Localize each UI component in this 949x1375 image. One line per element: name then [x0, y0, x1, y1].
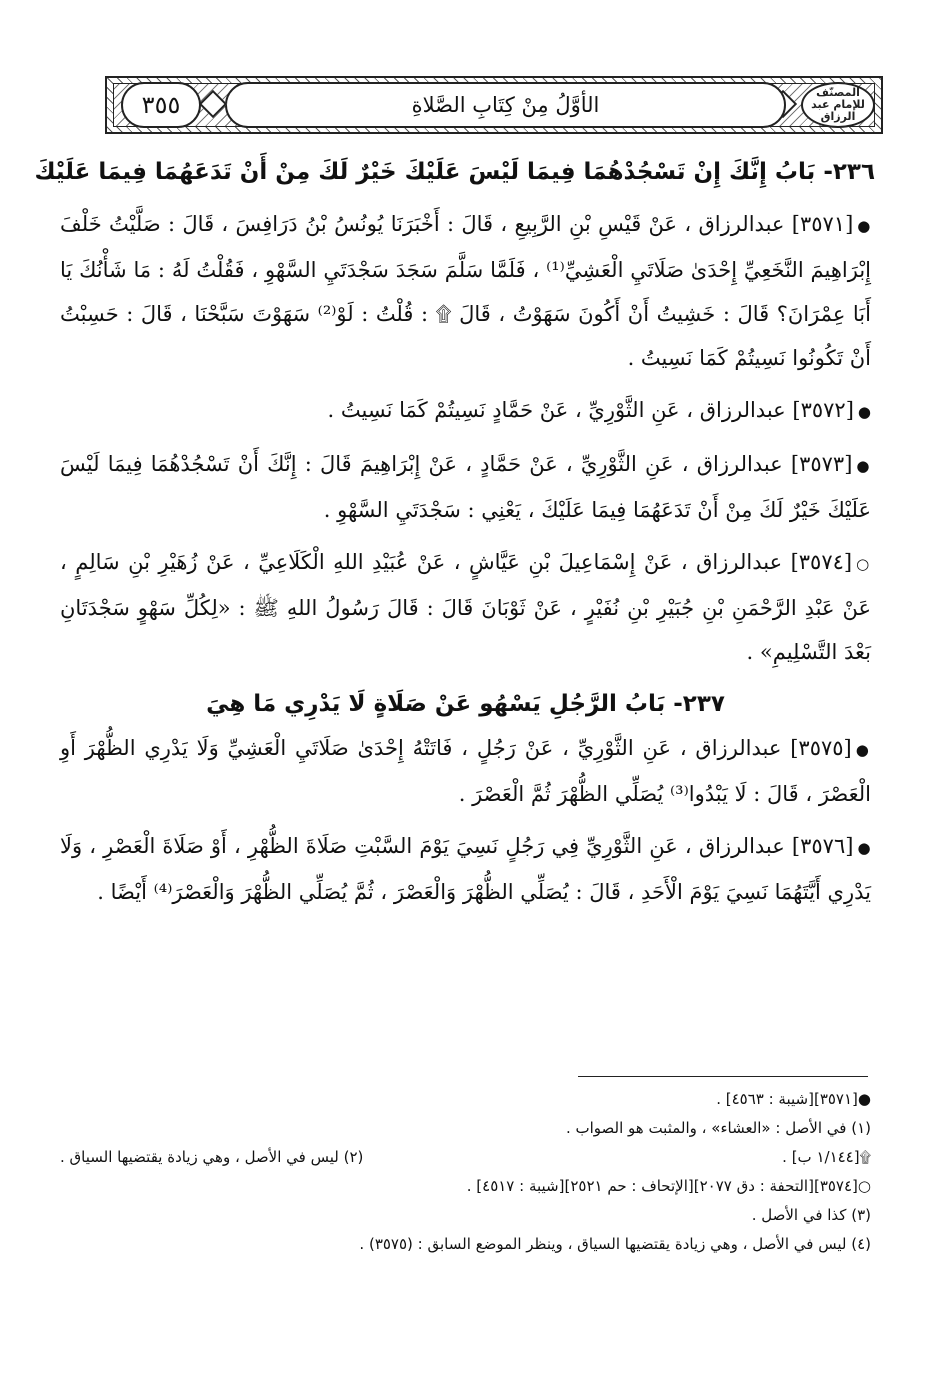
hadith-entry — [60, 202, 871, 380]
footnote-line: (٣) كذا في الأصل . — [751, 1206, 871, 1224]
footnote-line: ●[٣٥٧١][شيبة : ٤٥٦٣] . — [716, 1090, 871, 1108]
main-text — [34, 150, 875, 922]
running-title: الأوَّلُ مِنْ كِتَابِ الصَّلاةِ — [411, 93, 600, 117]
chapter-heading: ٢٣٧- بَابُ الرَّجُلِ يَسْهُو عَنْ صَلَاةٍ لَا يَدْرِي مَا هِيَ — [206, 691, 725, 717]
running-title-cartouche — [225, 82, 786, 128]
footnote-separator — [578, 1076, 868, 1077]
hadith-entry — [60, 388, 871, 434]
footnote-line: (٤) ليس في الأصل ، وهي زيادة يقتضيها السياق ، وينظر الموضع السابق : (٣٥٧٥) . — [359, 1235, 871, 1253]
bullet-hollow-icon: ○ — [856, 555, 871, 573]
chapter-heading: ٢٣٦- بَابُ إِنَّكَ إِنْ تَسْجُدْهُمَا فِيمَا لَيْسَ عَلَيْكَ خَيْرٌ لَكَ مِنْ أَنْ تَدَعَهُمَا فِيمَا عَلَيْكَ — [34, 159, 875, 185]
footnote-row — [60, 1143, 871, 1172]
publisher-logo — [801, 82, 875, 128]
bullet-filled-icon: ● — [856, 457, 871, 475]
bullet-filled-icon: ● — [857, 217, 871, 235]
hadith-text: [٣٥٧١] عبدالرزاق ، عَنْ قَيْسِ بْنِ الرَّبِيعِ ، قَالَ : أَخْبَرَنَا يُونُسُ بْنُ دَرَافِسَ ، قَالَ : صَلَّيْتُ خَلْفَ إِبْرَاهِيمَ النَّخَعِيِّ إِحْدَىٰ صَلَاتَيِ الْعَشِيِّ⁽¹⁾ ، فَلَمَّا سَلَّمَ سَجَدَ سَجْدَتَيِ السَّهْوِ ، فَقُلْتُ لَهُ : مَا شَأْنُكَ يَا أَبَا عِمْرَانَ؟ قَالَ : خَشِيتُ أَنْ أَكُونَ سَهَوْتُ ، قَالَ ۩ : قُلْتُ : لَوْ⁽²⁾ سَهَوْتَ سَبَّحْنَا ، قَالَ : حَسِبْتُ أَنْ تَكُونُوا نَسِيتُمْ كَمَا نَسِيتُ . — [60, 212, 871, 370]
footnote-line: ۩[١/١٤٤ ب] . — [782, 1148, 871, 1166]
bullet-filled-icon: ● — [857, 839, 871, 857]
hadith-entry — [60, 540, 871, 674]
footnote-line: (١) في الأصل : «العشاء» ، والمثبت هو الصواب . — [565, 1119, 871, 1137]
page-number-cartouche — [121, 82, 201, 128]
bullet-filled-icon: ● — [855, 741, 871, 759]
hadith-text: [٣٥٧٢] عبدالرزاق ، عَنِ الثَّوْرِيِّ ، عَنْ حَمَّادٍ نَسِيتُمْ كَمَا نَسِيتُ . — [327, 398, 854, 422]
page-number: ٣٥٥ — [141, 91, 181, 119]
footnotes — [60, 1085, 871, 1259]
hadith-text: [٣٥٧٣] عبدالرزاق ، عَنِ الثَّوْرِيِّ ، عَنْ حَمَّادٍ ، عَنْ إِبْرَاهِيمَ قَالَ : إِنَّكَ أَنْ تَسْجُدْهُمَا فِيمَا لَيْسَ عَلَيْكَ خَيْرٌ لَكَ مِنْ أَنْ تَدَعَهُمَا فِيمَا عَلَيْكَ ، يَعْنِي : سَجْدَتَيِ السَّهْوِ . — [60, 452, 871, 522]
footnote-line: ○[٣٥٧٤][التحفة : دق ٢٠٧٧][الإتحاف : حم ٢٥٢١][شيبة : ٤٥١٧] . — [466, 1177, 871, 1195]
hadith-text: [٣٥٧٥] عبدالرزاق ، عَنِ الثَّوْرِيِّ ، عَنْ رَجُلٍ ، فَاتَتْهُ إِحْدَىٰ صَلَاتَيِ الْعَشِيِّ وَلَا يَدْرِي الظُّهْرَ أَوِ الْعَصْرَ ، قَالَ : لَا يَبْدُوا⁽³⁾ يُصَلِّي الظُّهْرَ ثُمَّ الْعَصْرَ . — [60, 736, 871, 806]
hadith-text: [٣٥٧٤] عبدالرزاق ، عَنْ إِسْمَاعِيلَ بْنِ عَيَّاشٍ ، عَنْ عُبَيْدِ اللهِ الْكَلَاعِيِّ ، عَنْ زُهَيْرِ بْنِ سَالِمٍ ، عَنْ عَبْدِ الرَّحْمَنِ بْنِ جُبَيْرِ بْنِ نُفَيْرٍ ، عَنْ ثَوْبَانَ قَالَ : قَالَ رَسُولُ اللهِ ﷺ : «لِكُلِّ سَهْوٍ سَجْدَتَانِ بَعْدَ التَّسْلِيمِ» . — [60, 550, 871, 664]
bullet-filled-icon: ● — [857, 403, 871, 421]
hadith-entry — [60, 442, 871, 532]
footnote-line: (٢) ليس في الأصل ، وهي زيادة يقتضيها السياق . — [60, 1148, 364, 1166]
running-header — [105, 76, 883, 134]
logo-text: المصنّف للإمام عبد الرزاق — [811, 86, 865, 123]
hadith-entry — [60, 726, 871, 816]
hadith-entry — [60, 824, 871, 914]
hadith-text: [٣٥٧٦] عبدالرزاق ، عَنِ الثَّوْرِيِّ فِي رَجُلٍ نَسِيَ يَوْمَ السَّبْتِ صَلَاةَ الظُّهْرِ ، أَوْ صَلَاةَ الْعَصْرِ ، وَلَا يَدْرِي أَيَّتَهُمَا نَسِيَ يَوْمَ الْأَحَدِ ، قَالَ : يُصَلِّي الظُّهْرَ وَالْعَصْرَ ، ثُمَّ يُصَلِّي الظُّهْرَ وَالْعَصْرَ⁽⁴⁾ أَيْضًا . — [60, 834, 871, 904]
